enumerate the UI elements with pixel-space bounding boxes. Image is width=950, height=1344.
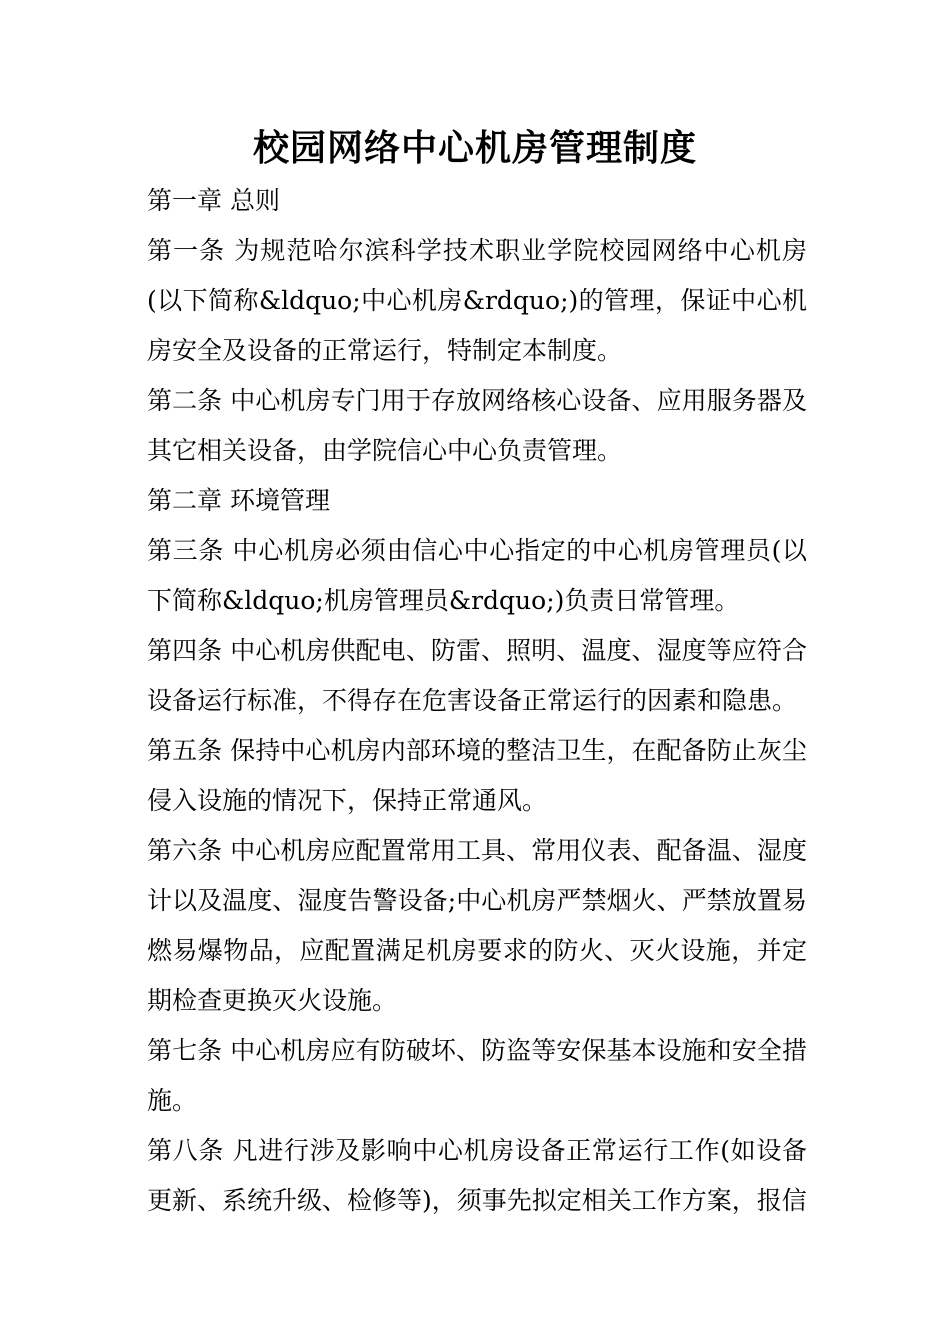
chapter-heading: 第二章 环境管理 (147, 486, 330, 515)
article-paragraph: 第一条 为规范哈尔滨科学技术职业学院校园网络中心机房(以下简称&ldquo;中心机房&rdquo;)的管理，保证中心机房安全及设备的正常运行，特制定本制度。 (147, 236, 807, 365)
article-paragraph: 第七条 中心机房应有防破坏、防盗等安保基本设施和安全措施。 (147, 1036, 807, 1115)
article-paragraph: 第四条 中心机房供配电、防雷、照明、温度、湿度等应符合设备运行标准，不得存在危害设备正常运行的因素和隐患。 (147, 636, 807, 715)
article-paragraph: 第六条 中心机房应配置常用工具、常用仪表、配备温、湿度计以及温度、湿度告警设备;中心机房严禁烟火、严禁放置易燃易爆物品，应配置满足机房要求的防火、灭火设施，并定期检查更换灭火设施。 (147, 836, 807, 1015)
article-paragraph: 第八条 凡进行涉及影响中心机房设备正常运行工作(如设备更新、系统升级、检修等)，须事先拟定相关工作方案，报信 (147, 1136, 807, 1215)
article-paragraph: 第五条 保持中心机房内部环境的整洁卫生，在配备防止灰尘侵入设施的情况下，保持正常通风。 (147, 736, 807, 815)
document-title: 校园网络中心机房管理制度 (252, 127, 697, 169)
article-paragraph: 第二条 中心机房专门用于存放网络核心设备、应用服务器及其它相关设备，由学院信心中心负责管理。 (147, 386, 807, 465)
chapter-heading: 第一章 总则 (147, 186, 280, 215)
article-paragraph: 第三条 中心机房必须由信心中心指定的中心机房管理员(以下简称&ldquo;机房管理员&rdquo;)负责日常管理。 (147, 536, 807, 615)
document-body (147, 176, 807, 1226)
